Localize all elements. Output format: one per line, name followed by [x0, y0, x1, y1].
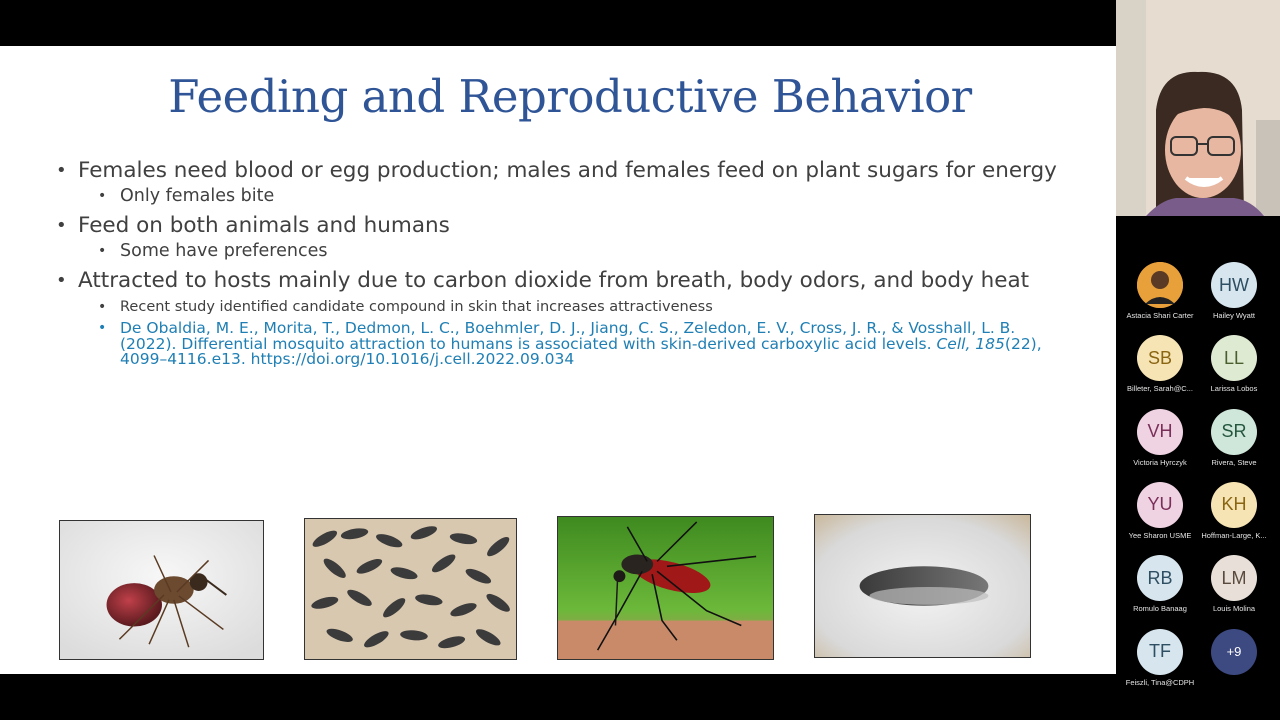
participant-name: Larissa Lobos: [1210, 384, 1258, 394]
reference-text: De Obaldia, M. E., Morita, T., Dedmon, L. C., Boehmler, D. J., Jiang, C. S., Zeledon, E. V., Cross, J. R., & Vosshall, L. B. (2022). Differential mosquito attraction to humans is associated with skin-derived carboxylic acid levels.: [120, 319, 1016, 353]
participant-tile[interactable]: [1194, 409, 1274, 467]
participant-name: Astacia Shari Carter: [1126, 311, 1194, 320]
participant-avatar: KH: [1211, 482, 1257, 528]
participant-name: Yee Sharon USME: [1128, 530, 1192, 540]
bullet-item: • Feed on both animals and humans: [56, 215, 1066, 237]
egg-raft-image: [814, 514, 1031, 658]
participant-tile[interactable]: [1120, 629, 1200, 687]
participant-tile[interactable]: [1120, 335, 1200, 393]
reference-citation[interactable]: [98, 321, 1066, 368]
participant-name: Romulo Banaag: [1133, 604, 1187, 614]
bullet-list: [56, 160, 1066, 376]
participant-name: Hoffman-Large, K...: [1201, 530, 1267, 540]
participant-avatar: RB: [1137, 555, 1183, 601]
participant-tile[interactable]: [1120, 262, 1200, 320]
bullet-item: • Attracted to hosts mainly due to carbon dioxide from breath, body odors, and body heat: [56, 270, 1066, 292]
participant-name: Louis Molina: [1212, 604, 1256, 614]
participant-avatar: HW: [1211, 262, 1257, 308]
participant-tile[interactable]: [1194, 482, 1274, 540]
participant-tile[interactable]: [1194, 262, 1274, 320]
participant-avatar: SB: [1137, 335, 1183, 381]
participant-avatar: LL: [1211, 335, 1257, 381]
sub-bullet-item: • Recent study identified candidate compound in skin that increases attractiveness: [98, 296, 1066, 318]
bullet-item: • Females need blood or egg production; males and females feed on plant sugars for energy: [56, 160, 1066, 182]
participant-avatar: TF: [1137, 629, 1183, 675]
slide-title: Feeding and Reproductive Behavior: [168, 70, 972, 123]
participant-tile[interactable]: [1120, 555, 1200, 613]
participant-name: Hailey Wyatt: [1212, 311, 1256, 320]
participant-avatar: YU: [1137, 482, 1183, 528]
sub-bullet-item: • Only females bite: [98, 185, 1066, 207]
participant-tile[interactable]: [1120, 409, 1200, 467]
participant-name: Victoria Hyrczyk: [1133, 457, 1187, 467]
participant-photo: [1137, 262, 1183, 308]
mosquito-eggs-image: [304, 518, 517, 660]
mosquito-blood-fed-image: [59, 520, 264, 660]
reference-doi: (22), 4099–4116.e13. https://doi.org/10.1016/j.cell.2022.09.034: [120, 334, 1042, 368]
participant-name: Rivera, Steve: [1211, 457, 1257, 467]
participant-avatar: LM: [1211, 555, 1257, 601]
participants-panel: [1116, 216, 1280, 720]
participant-tile[interactable]: [1194, 335, 1274, 393]
participant-tile[interactable]: [1194, 555, 1274, 613]
participant-tile[interactable]: [1194, 629, 1274, 678]
mosquito-biting-image: [557, 516, 774, 660]
presenter-video: [1116, 0, 1280, 216]
participant-name: Billeter, Sarah@C...: [1127, 384, 1193, 394]
participant-tile[interactable]: [1120, 482, 1200, 540]
reference-journal: Cell, 185: [936, 334, 1005, 353]
participant-avatar: +9: [1211, 629, 1257, 675]
participant-name: Feiszli, Tina@CDPH: [1125, 677, 1195, 687]
participant-avatar: VH: [1137, 409, 1183, 455]
presentation-slide: [0, 46, 1116, 674]
sub-bullet-item: • Some have preferences: [98, 240, 1066, 262]
participant-avatar: SR: [1211, 409, 1257, 455]
